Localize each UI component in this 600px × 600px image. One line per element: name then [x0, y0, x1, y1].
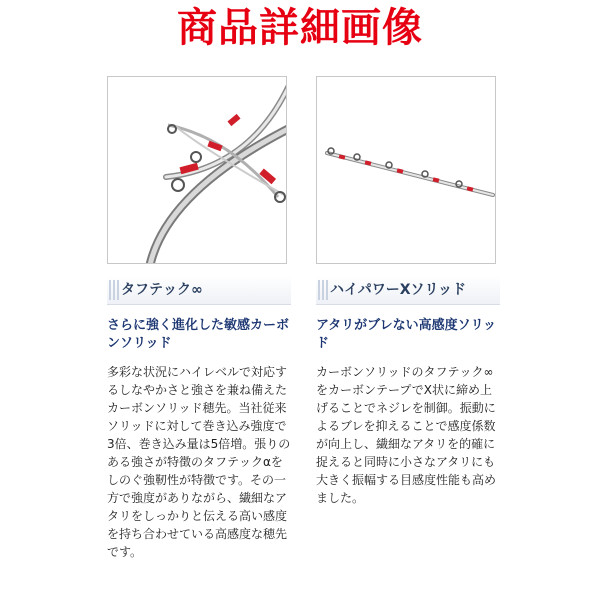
- product-column-left: [107, 76, 291, 561]
- feature-subheading-left: さらに強く進化した敏感カーボンソリッド: [107, 318, 290, 351]
- product-column-right: [316, 76, 496, 507]
- rod-tip-illustration-left: [108, 77, 287, 264]
- feature-subheading-right: アタリがブレない高感度ソリッド: [316, 318, 497, 351]
- feature-description-left: 多彩な状況にハイレベルで対応するしなやかさと強さを兼ね備えたカーボンソリッド穂先。当社従来ソリッドに対して巻き込み強度で3倍、巻き込み量は5倍増。張りのある強さが特徴のタフテックαをしのぐ強靭性が特徴です。その一方で強度がありながら、繊細なアタリをしっかりと伝える高い感度を持ち合わせている高感度な穂先です。: [107, 365, 291, 559]
- rod-tip-image-right: [316, 76, 496, 264]
- rod-tip-illustration-right: [317, 77, 496, 264]
- feature-description-right: カーボンソリッドのタフテック∞をカーボンテープでX状に締め上げることでネジレを制御。振動によるブレを抑えることで感度係数が向上し、繊細なアタリを的確に捉えると同時に小さなアタリにも大きく振幅する目感度性能も高めました。: [316, 365, 497, 505]
- section-heading-left: [107, 276, 291, 305]
- heading-stripes-icon: [318, 280, 328, 300]
- section-heading-right: [316, 276, 500, 305]
- heading-stripes-icon: [109, 280, 119, 300]
- section-heading-label: ハイパワーXソリッド: [330, 282, 466, 298]
- page-title: 商品詳細画像: [177, 5, 423, 51]
- rod-tip-image-left: [107, 76, 287, 264]
- section-heading-label: タフテック∞: [121, 282, 203, 298]
